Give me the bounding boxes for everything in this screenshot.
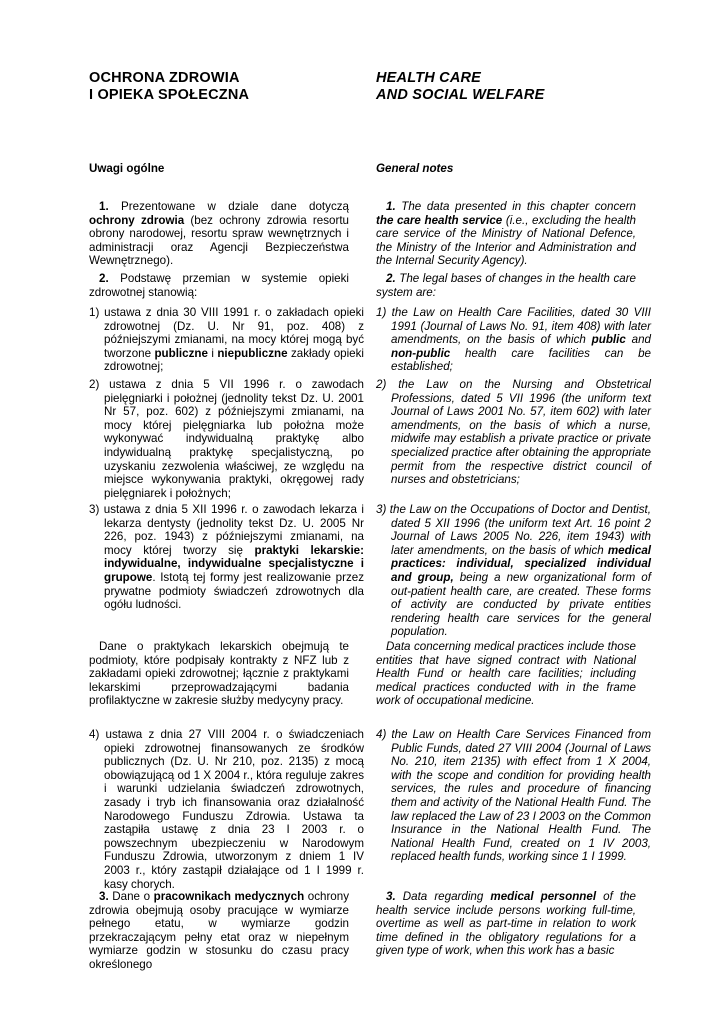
pl-paragraph-3 [89,890,349,972]
en-p1-number: 1. [386,200,396,213]
en-i1-text-a: 1) the Law on Health Care Facilities, dated 30 VIII 1991 (Journal of Laws No. 91, item 408) with later amendments, on the basis of which [376,306,651,347]
en-subheading: General notes [376,162,454,175]
pl-i3-text-a: 3) ustawa z dnia 5 XII 1996 r. o zawodach lekarza i lekarza dentysty (jednolity tekst Dz. U. 2005 Nr 226, poz. 1943) z późniejszymi zmianami, na mocy której tworzy się [89,503,364,557]
pl-chapter-title [89,70,249,104]
pl-i1-text-a: 1) ustawa z dnia 30 VIII 1991 r. o zakładach opieki zdrowotnej (Dz. U. Nr 91, poz. 408) z późniejszymi zmianami, na mocy której mogą być tworzone [89,306,364,360]
pl-p1-text-b: (bez ochrony zdrowia resortu obrony narodowej, resortu spraw wewnętrznych i administracji oraz Agencji Bezpieczeństwa Wewnętrznego). [89,213,349,268]
en-i3-text-a: 3) the Law on the Occupations of Doctor and Dentist, dated 5 XII 1996 (the uniform text Art. 16 point 2 Journal of Laws 2005 No. 226, item 1943) with later amendments, on the basis of which [376,503,651,557]
en-p2-number: 2. [386,272,396,285]
pl-list-item-1 [89,306,364,374]
en-i1-text-b: health care facilities can be established; [391,346,651,374]
en-list-item-1 [376,306,651,374]
en-i3-bold: medical practices: individual, specialized individual and group, [391,543,651,584]
en-title-line2: AND SOCIAL WELFARE [376,87,545,103]
pl-subheading: Uwagi ogólne [89,162,165,175]
pl-i1-mid: i [207,346,218,360]
pl-p3-number: 3. [99,890,109,903]
pl-p2-number: 2. [99,272,109,285]
en-p3-bold: medical personnel [490,890,597,903]
pl-p2-text: Podstawę przemian w systemie opieki zdrowotnej stanowią: [89,272,349,299]
pl-i3-text-b: . Istotą tej formy jest realizowanie przez prywatne podmioty świadczeń zdrowotnych dla ogółu ludności. [104,570,364,612]
en-i1-bold1: public [591,333,626,347]
en-i1-mid: and [625,333,651,347]
en-chapter-title [376,70,544,104]
en-p3-number: 3. [386,890,396,903]
pl-paragraph-1 [89,200,349,268]
pl-p3-text-a: Dane o [108,890,154,903]
pl-paragraph-2 [89,272,349,299]
en-i3-text-b: being a new organizational form of out-patient health care, are created. These forms of activity are conducted by private entities rendering health care services for the general population. [391,570,651,639]
en-practices-paragraph: Data concerning medical practices include those entities that have signed contract with National Health Fund or health care facilities; including medical practices conducted with in the frame work of occupational medicine. [376,640,636,708]
pl-list-item-3 [89,503,364,612]
en-list-item-2: 2) the Law on the Nursing and Obstetrical Professions, dated 5 VII 1996 (the uniform text Journal of Laws 2001 No. 57, item 602) with later amendments, on the basis of which a nurse, midwife may establish a private practice or private specialized practice after obtaining the appropriate permit from the respective district council of nurses and obstetricians; [376,378,651,487]
en-paragraph-1 [376,200,636,268]
en-p1-bold: the care health service [376,213,503,227]
pl-i3-bold: praktyki lekarskie: indywidualne, indywidualne specjalistyczne i grupowe [104,543,364,584]
en-p2-text: The legal bases of changes in the health care system are: [376,272,636,299]
pl-list-item-4: 4) ustawa z dnia 27 VIII 2004 r. o świadczeniach opieki zdrowotnej finansowanych ze środków publicznych (Dz. U. Nr 210, poz. 2135) z mocą obowiązującą od 1 X 2004 r., która reguluje zakres i warunki udzielania świadczeń zdrowotnych, zasady i tryb ich finansowania oraz działalność Narodowego Funduszu Zdrowia. Ustawa ta zastąpiła ustawę z dnia 23 I 2003 r. o powszechnym ubezpieczeniu w Narodowym Funduszu Zdrowia, utworzonym z dniem 1 IV 2003 r., który zastąpił działające od 1 I 1999 r. kasy chorych. [89,728,364,891]
en-paragraph-2 [376,272,636,299]
pl-i1-text-b: zakłady opieki zdrowotnej; [104,346,364,374]
pl-title-line1: OCHRONA ZDROWIA [89,70,240,86]
en-p1-text-b: (i.e., excluding the health care service of the Ministry of National Defence, the Ministry of the Interior and Administration and the Internal Security Agency). [376,213,636,268]
pl-p1-bold: ochrony zdrowia [89,213,185,227]
en-paragraph-3 [376,890,636,958]
en-p3-text-a: Data regarding [395,890,491,903]
en-p1-text-a: The data presented in this chapter concern [395,200,636,213]
en-list-item-3 [376,503,651,639]
pl-p1-number: 1. [99,200,109,213]
pl-p3-text-b: ochrony zdrowia obejmują osoby pracujące w wymiarze pełnego etatu, w wymiarze godzin przekraczającym pełny etat oraz w niepełnym wymiarze godzin w stosunku do czasu pracy określonego [89,890,350,971]
pl-i1-bold2: niepubliczne [217,346,288,360]
pl-list-item-2: 2) ustawa z dnia 5 VII 1996 r. o zawodach pielęgniarki i położnej (jednolity tekst Dz. U. 2001 Nr 57, poz. 602) z późniejszymi zmianami, na mocy której pielęgniarka lub położna może wykonywać indywidualną praktykę albo indywidualną praktykę specjalistyczną, po uzyskaniu zezwolenia właściwej, ze względu na miejsce wykonywania praktyki, okręgowej rady pielęgniarek i położnych; [89,378,364,500]
pl-practices-paragraph: Dane o praktykach lekarskich obejmują te podmioty, które podpisały kontrakty z NFZ lub z zakładami opieki zdrowotnej; łącznie z praktykami lekarskimi przeprowadzającymi badania profilaktyczne w zakresie służby medycyny pracy. [89,640,349,708]
en-i1-bold2: non-public [391,346,451,360]
pl-i1-bold1: publiczne [154,346,208,360]
pl-p3-bold: pracownikach medycznych [153,890,305,903]
pl-p1-text-a: Prezentowane w dziale dane dotyczą [108,200,349,213]
pl-title-line2: I OPIEKA SPOŁECZNA [89,87,250,103]
en-list-item-4: 4) the Law on Health Care Services Financed from Public Funds, dated 27 VIII 2004 (Journal of Laws No. 210, item 2135) with effect from 1 X 2004, with the scope and condition for providing health services, the rules and procedure of financing them and activity of the National Health Fund. The law replaced the Law of 23 I 2003 on the Common Insurance in the National Health Fund. The National Health Fund, created on 1 IV 2003, replaced health funds, working since 1 I 1999. [376,728,651,864]
en-p3-text-b: of the health service include persons working full-time, overtime as well as part-time in relation to work time defined in the obligatory regulations for a given type of work, when this work has a basic [376,890,637,958]
en-title-line1: HEALTH CARE [376,70,482,86]
